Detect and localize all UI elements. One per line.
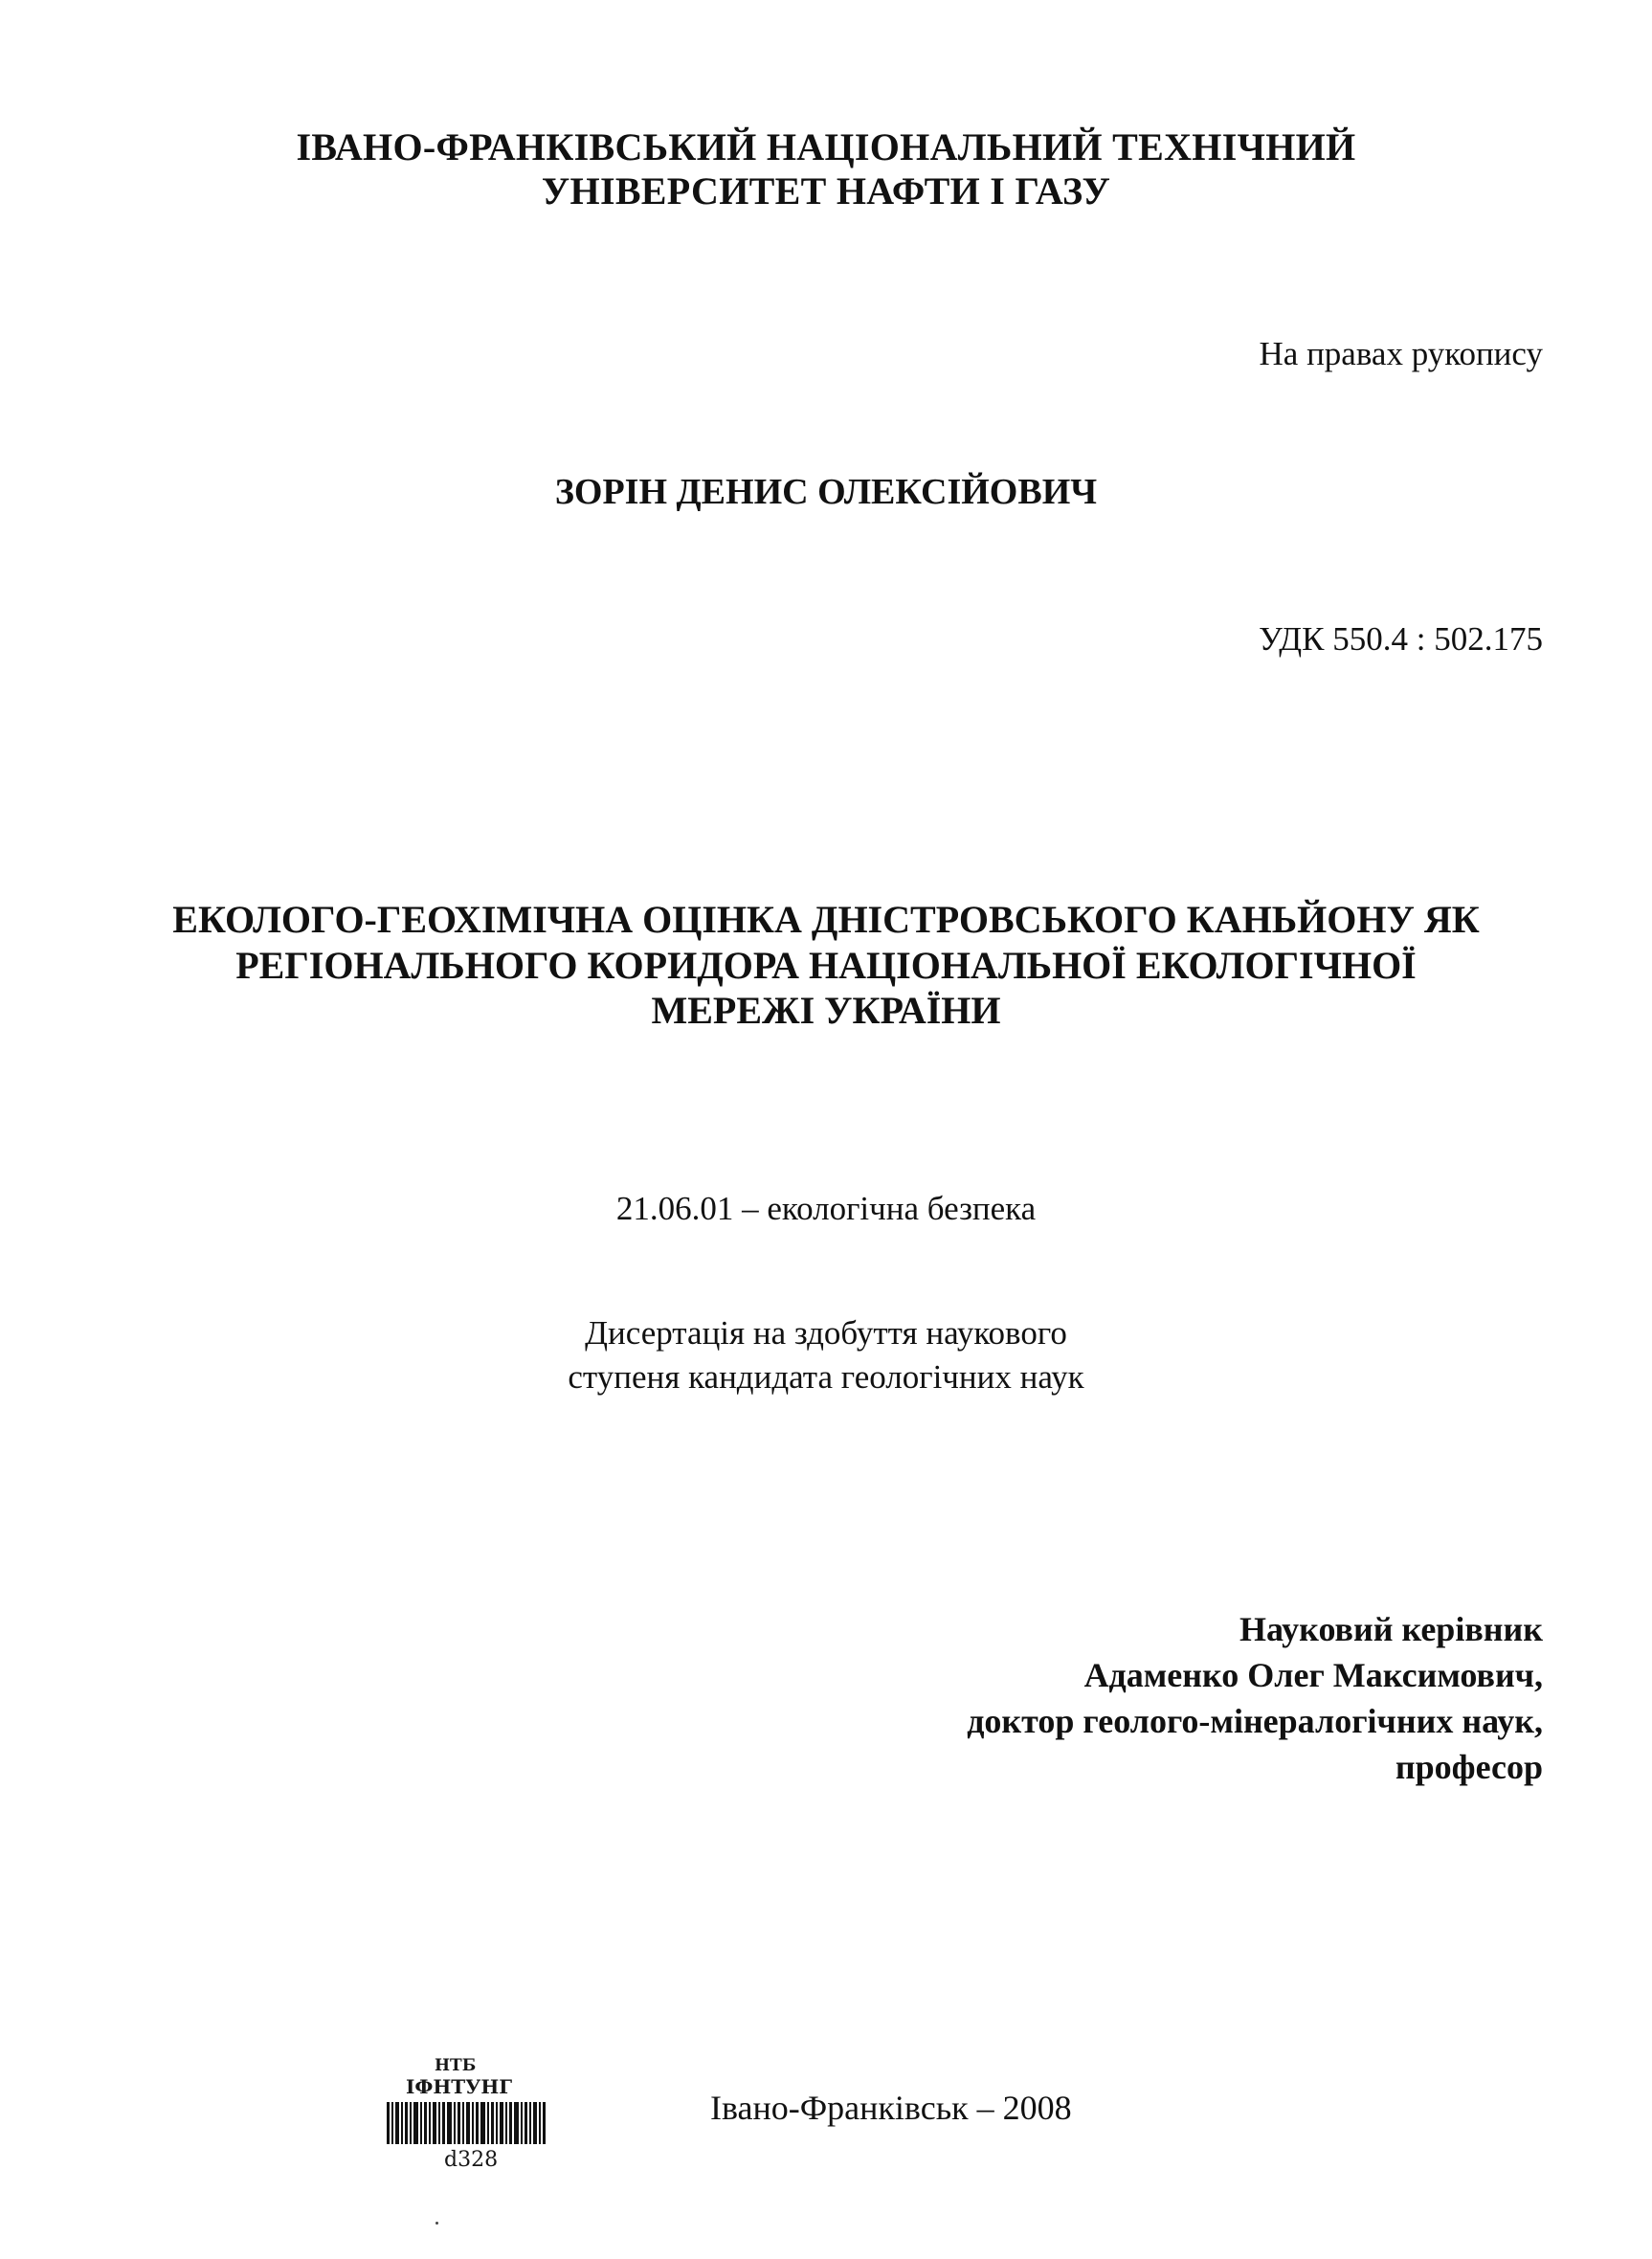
dissertation-title-line-3: МЕРЕЖІ УКРАЇНИ [651, 989, 1001, 1032]
dissertation-title-line-1: ЕКОЛОГО-ГЕОХІМІЧНА ОЦІНКА ДНІСТРОВСЬКОГО КАНЬЙОНУ ЯК [172, 898, 1480, 941]
supervisor-name: Адаменко Олег Максимович, [1083, 1656, 1543, 1694]
supervisor-title: професор [1395, 1748, 1543, 1786]
barcode-icon [387, 2102, 549, 2144]
scan-speck [435, 2222, 438, 2225]
author-name: ЗОРІН ДЕНИС ОЛЕКСІЙОВИЧ [554, 472, 1098, 512]
manuscript-note: На правах рукопису [1259, 335, 1543, 372]
stamp-inventory-code: d328 [444, 2148, 499, 2172]
supervisor-role: Науковий керівник [1239, 1610, 1543, 1648]
degree-statement-line-1: Дисертація на здобуття наукового [585, 1314, 1067, 1352]
degree-statement-line-2: ступеня кандидата геологічних наук [568, 1358, 1084, 1396]
supervisor-degree: доктор геолого-мінералогічних наук, [967, 1702, 1543, 1740]
dissertation-title-line-2: РЕГІОНАЛЬНОГО КОРИДОРА НАЦІОНАЛЬНОЇ ЕКОЛОГІЧНОЇ [235, 944, 1417, 987]
city-and-year: Івано-Франківськ – 2008 [710, 2089, 1072, 2127]
university-name-line-1: ІВАНО-ФРАНКІВСЬКИЙ НАЦІОНАЛЬНИЙ ТЕХНІЧНИЙ [296, 125, 1356, 168]
udc-code: УДК 550.4 : 502.175 [1259, 620, 1543, 658]
specialty-code: 21.06.01 – екологічна безпека [615, 1190, 1037, 1227]
library-stamp [385, 2056, 567, 2173]
university-name-line-2: УНІВЕРСИТЕТ НАФТИ І ГАЗУ [541, 169, 1111, 212]
stamp-institution-label: ІФНТУНГ [406, 2075, 513, 2098]
stamp-library-label: НТБ [435, 2056, 477, 2075]
